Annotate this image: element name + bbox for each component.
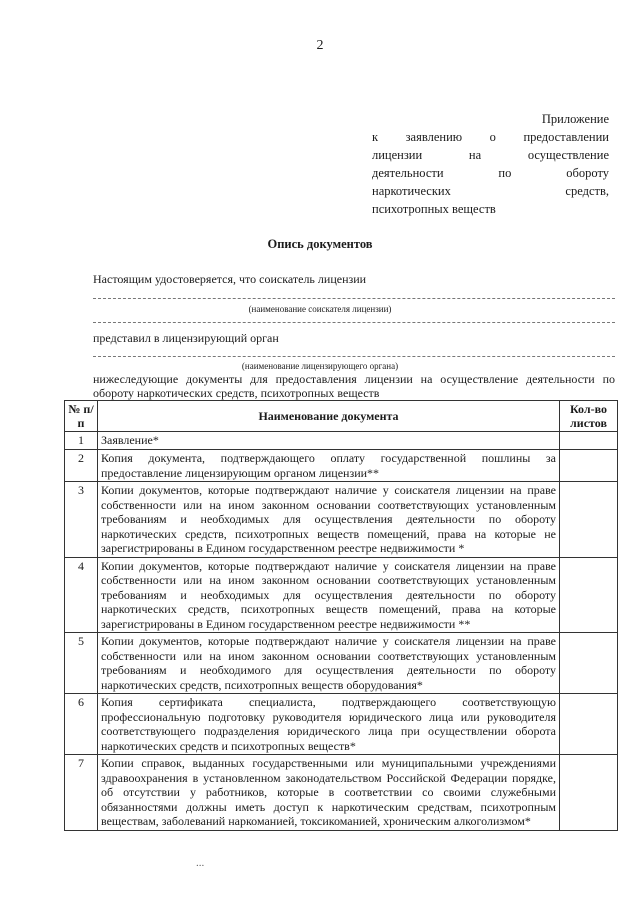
table-header-row	[65, 401, 618, 432]
table-row	[65, 432, 618, 450]
applicant-caption: (наименование соискателя лицензии)	[248, 304, 392, 314]
row-number: 1	[65, 432, 98, 450]
authority-caption: (наименование лицензирующего органа)	[241, 361, 399, 371]
row-number: 2	[65, 450, 98, 482]
appendix-line: лицензии на осуществление	[372, 148, 609, 162]
table-row	[65, 482, 618, 558]
row-sheet-count	[560, 450, 618, 482]
lead-text: нижеследующие документы для предоставления лицензии на осуществление деятельности по обороту наркотических средств, психотропных веществ	[93, 372, 615, 400]
row-document-name: Копия документа, подтверждающего оплату государственной пошлины за предоставление лицензирующим органом лицензии**	[98, 450, 560, 482]
page-number: 2	[316, 38, 324, 53]
row-sheet-count	[560, 633, 618, 694]
row-document-name: Копии документов, которые подтверждают наличие у соискателя лицензии на праве собственности или на ином законном основании соответствующих установленным требованиям и необходимых для осуществления деятельности по обороту наркотических средств, психотропных веществ помещений, права на которые не зарегистрированы в Едином государственном реестре недвижимости *	[98, 482, 560, 558]
appendix-title: Приложение	[541, 112, 609, 126]
row-document-name: Копия сертификата специалиста, подтверждающего соответствующую профессиональную подготовку руководителя юридического лица или руководителя соответствующего подразделения юридического лица при осуществлении оборота наркотических средств и психотропных веществ*	[98, 694, 560, 755]
row-sheet-count	[560, 694, 618, 755]
table-row	[65, 694, 618, 755]
table-row	[65, 633, 618, 694]
row-document-name: Копии документов, которые подтверждают наличие у соискателя лицензии на праве собственности или на ином законном основании соответствующих установленным требованиям и необходимого для осуществления деятельности по обороту наркотических средств, психотропных веществ оборудования*	[98, 633, 560, 694]
table-row	[65, 557, 618, 633]
applicant-fill-line-2	[93, 322, 615, 323]
row-number: 4	[65, 557, 98, 633]
table-row	[65, 755, 618, 831]
appendix-line: к заявлению о предоставлении	[372, 130, 609, 144]
header-document-name: Наименование документа	[98, 401, 560, 432]
scan-mark: ...	[196, 857, 205, 869]
table-row	[65, 450, 618, 482]
applicant-fill-line	[93, 298, 615, 299]
appendix-line: деятельности по обороту	[372, 166, 609, 180]
row-sheet-count	[560, 755, 618, 831]
appendix-line: наркотических средств,	[372, 184, 609, 198]
row-number: 6	[65, 694, 98, 755]
row-document-name: Копии справок, выданных государственными или муниципальными учреждениями здравоохранения в установленном законодательством Российской Федерации порядке, об отсутствии у работников, которые в соответствии со своими служебными обязанностями должны иметь доступ к наркотическим средствам, психотропным веществам, заболеваний наркоманией, токсикоманией, хроническим алкоголизмом*	[98, 755, 560, 831]
intro-text: Настоящим удостоверяется, что соискатель лицензии	[93, 272, 367, 286]
represented-text: представил в лицензирующий орган	[93, 331, 279, 345]
document-heading: Опись документов	[267, 237, 373, 251]
row-sheet-count	[560, 557, 618, 633]
header-number: № п/п	[65, 401, 98, 432]
row-number: 7	[65, 755, 98, 831]
header-sheet-count: Кол-во листов	[560, 401, 618, 432]
row-sheet-count	[560, 432, 618, 450]
appendix-block	[372, 110, 609, 218]
row-document-name: Заявление*	[98, 432, 560, 450]
row-number: 5	[65, 633, 98, 694]
row-document-name: Копии документов, которые подтверждают наличие у соискателя лицензии на праве собственности или на ином законном основании соответствующих установленным требованиям и необходимых для осуществления деятельности по обороту наркотических средств, психотропных веществ помещений, права на которые зарегистрированы в Едином государственном реестре недвижимости **	[98, 557, 560, 633]
appendix-line: психотропных веществ	[372, 202, 496, 216]
authority-fill-line	[93, 356, 615, 357]
row-number: 3	[65, 482, 98, 558]
row-sheet-count	[560, 482, 618, 558]
documents-table	[64, 400, 618, 831]
